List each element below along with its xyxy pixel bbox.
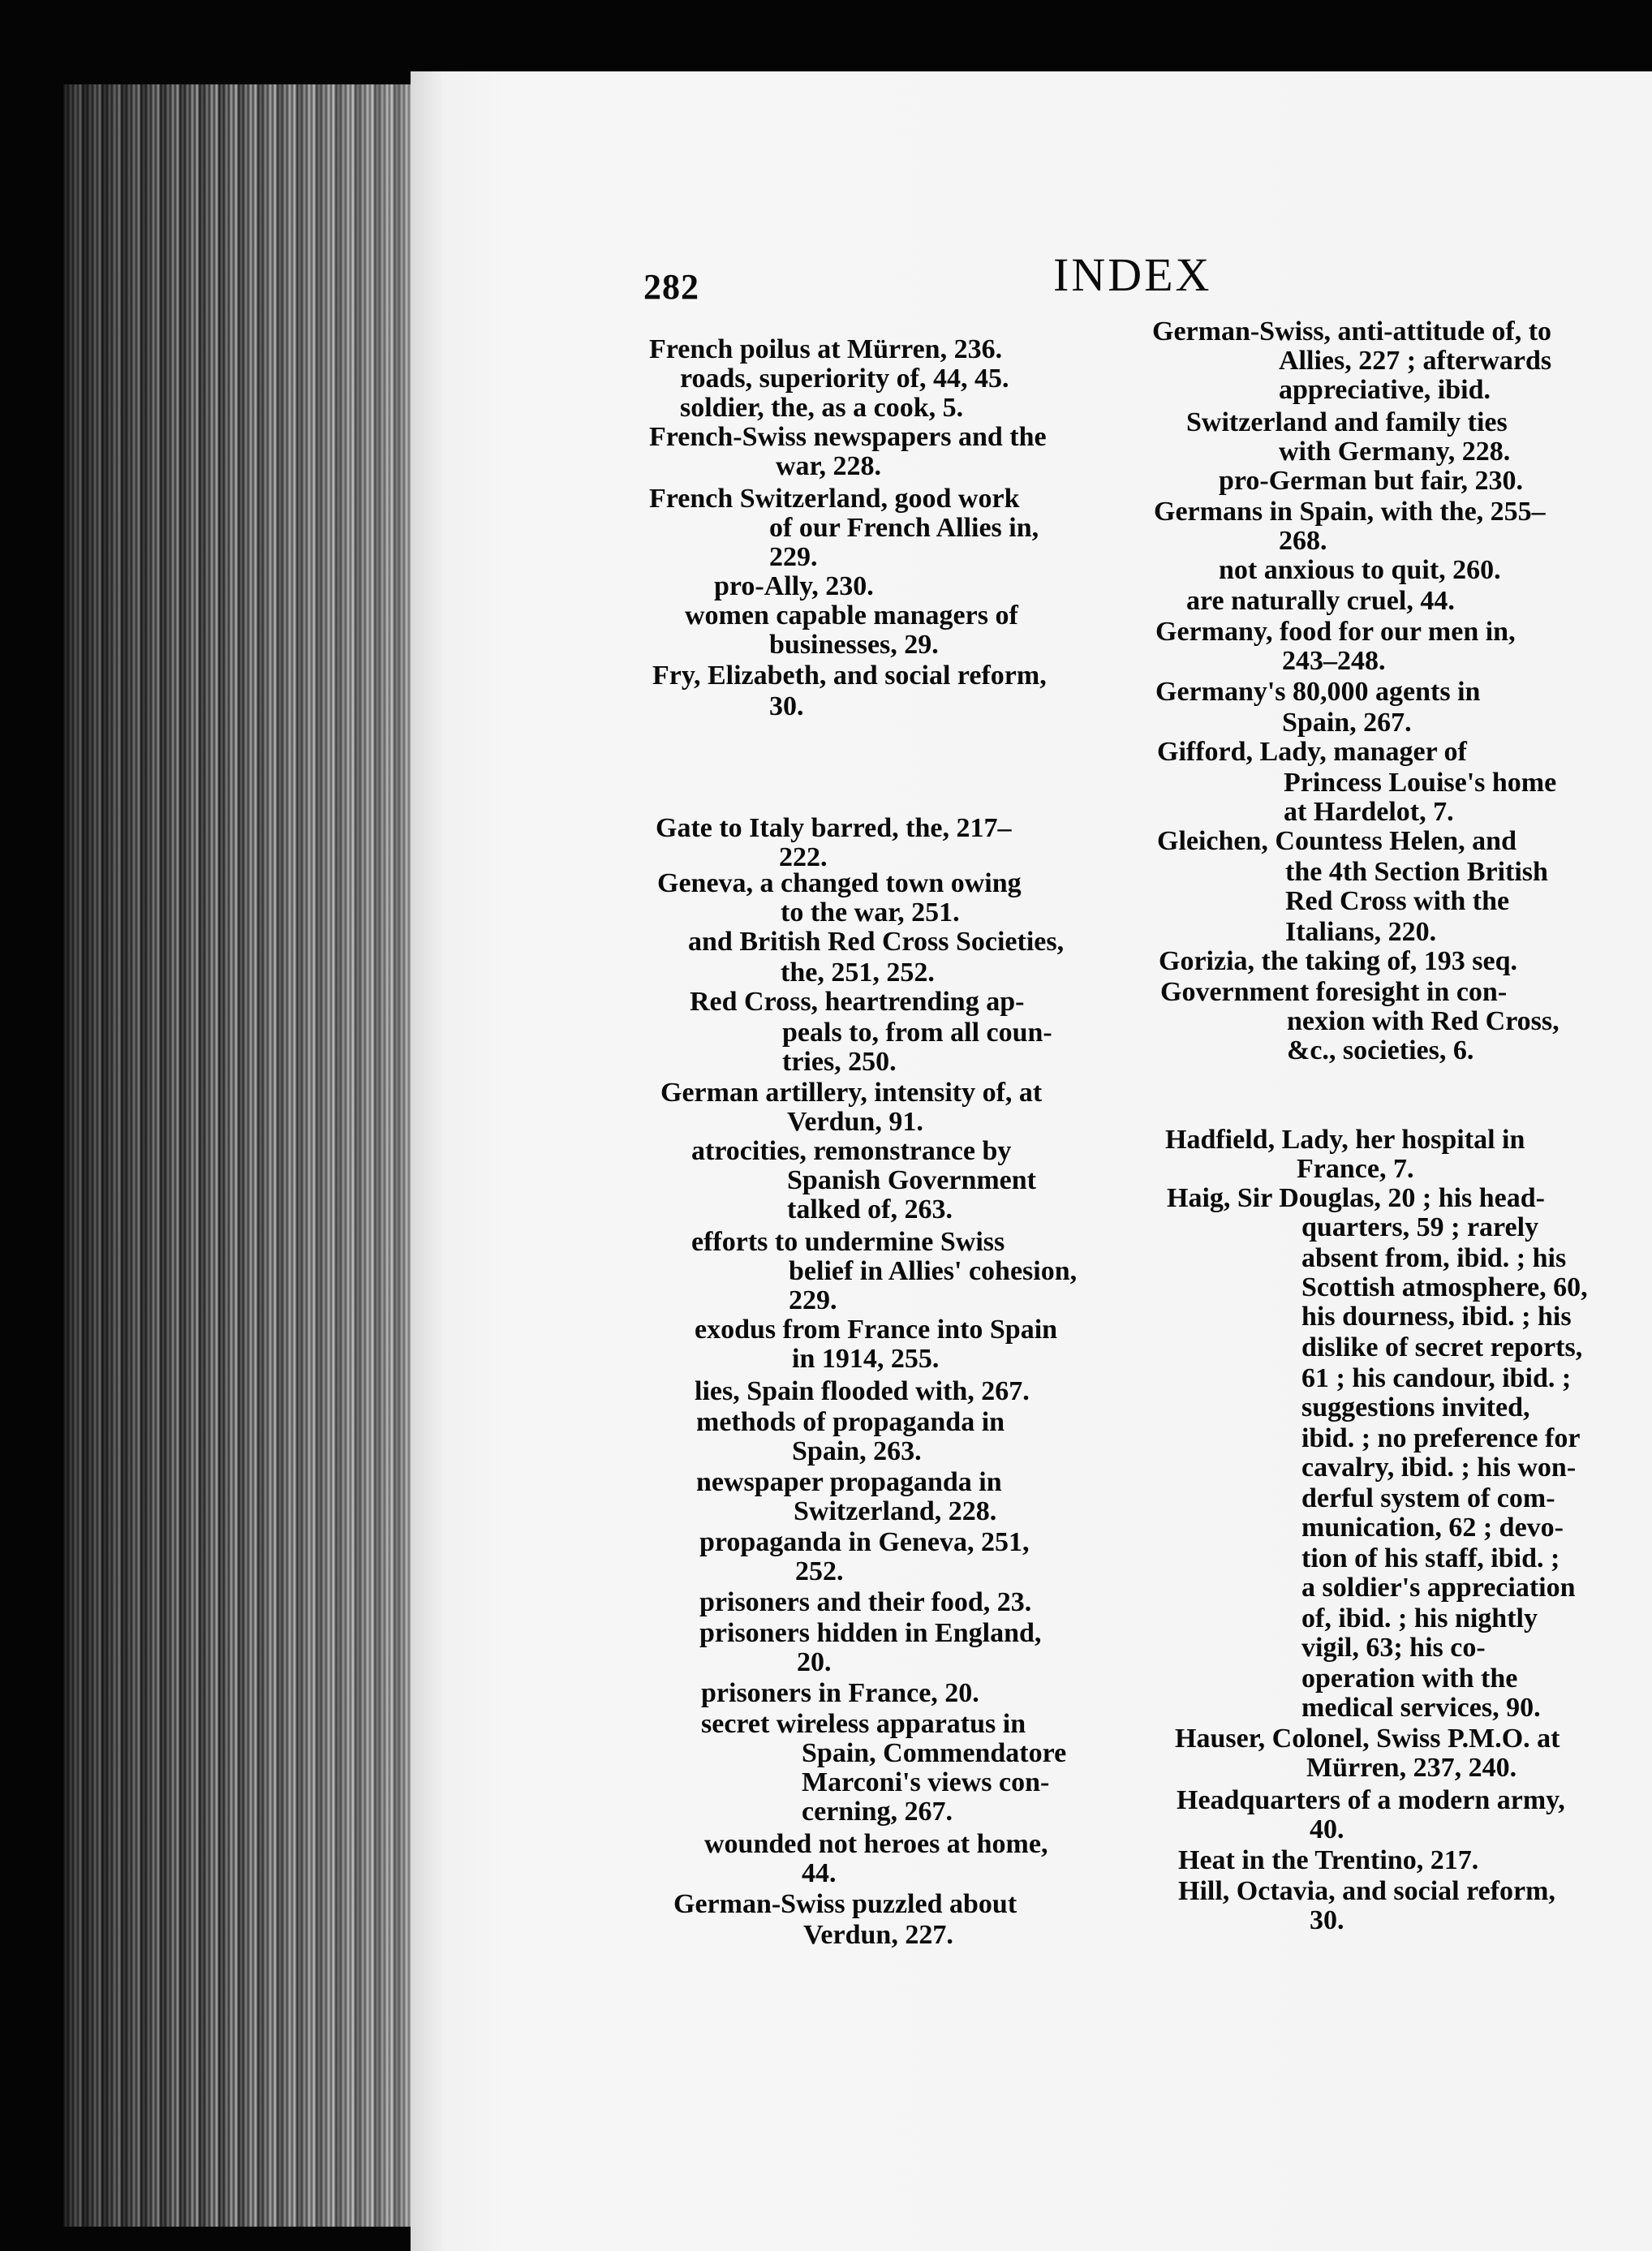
index-line: Spain, 267.	[1282, 708, 1412, 738]
index-line: Gorizia, the taking of, 193 seq.	[1159, 946, 1517, 976]
index-line: 40.	[1310, 1814, 1344, 1844]
index-line: medical services, 90.	[1301, 1693, 1541, 1723]
index-line: 229.	[769, 542, 818, 572]
index-line: not anxious to quit, 260.	[1219, 555, 1501, 585]
index-line: appreciative, ibid.	[1279, 375, 1491, 405]
index-line: pro-German but fair, 230.	[1219, 466, 1523, 496]
index-line: Hadfield, Lady, her hospital in	[1165, 1125, 1525, 1155]
index-line: of our French Allies in,	[769, 513, 1039, 543]
index-line: operation with the	[1301, 1664, 1518, 1694]
index-line: 30.	[769, 691, 804, 721]
index-line: German-Swiss, anti-attitude of, to	[1152, 316, 1552, 346]
page-number: 282	[643, 267, 699, 307]
index-line: his dourness, ibid. ; his	[1301, 1302, 1572, 1332]
index-line: tion of his staff, ibid. ;	[1301, 1543, 1560, 1573]
index-line: Hauser, Colonel, Swiss P.M.O. at	[1175, 1724, 1560, 1754]
index-line: Spanish Government	[787, 1165, 1036, 1195]
index-line: derful system of com-	[1301, 1483, 1555, 1513]
index-line: 222.	[779, 842, 828, 872]
index-line: Verdun, 227.	[803, 1920, 953, 1950]
index-line: prisoners in France, 20.	[701, 1678, 979, 1708]
index-line: soldier, the, as a cook, 5.	[680, 393, 964, 423]
index-line: German artillery, intensity of, at	[660, 1078, 1043, 1108]
index-line: Hill, Octavia, and social reform,	[1178, 1876, 1555, 1906]
index-line: quarters, 59 ; rarely	[1301, 1212, 1539, 1242]
index-line: efforts to undermine Swiss	[691, 1227, 1005, 1257]
index-line: Headquarters of a modern army,	[1177, 1785, 1565, 1815]
index-line: cerning, 267.	[802, 1797, 953, 1827]
index-line: cavalry, ibid. ; his won-	[1301, 1453, 1577, 1483]
index-line: talked of, 263.	[787, 1194, 953, 1224]
index-line: belief in Allies' cohesion,	[789, 1256, 1078, 1286]
index-line: businesses, 29.	[769, 630, 939, 660]
index-line: Princess Louise's home	[1284, 768, 1557, 798]
index-line: vigil, 63; his co-	[1301, 1633, 1486, 1663]
index-line: Germans in Spain, with the, 255–	[1154, 497, 1546, 527]
index-line: Verdun, 91.	[787, 1107, 923, 1137]
index-line: Fry, Elizabeth, and social reform,	[652, 661, 1047, 691]
index-line: newspaper propaganda in	[696, 1467, 1002, 1497]
index-line: Scottish atmosphere, 60,	[1301, 1272, 1588, 1302]
index-line: nexion with Red Cross,	[1287, 1006, 1560, 1036]
index-line: women capable managers of	[685, 600, 1018, 631]
index-line: lies, Spain flooded with, 267.	[695, 1376, 1030, 1406]
index-line: a soldier's appreciation	[1301, 1573, 1576, 1603]
index-line: absent from, ibid. ; his	[1301, 1243, 1567, 1273]
index-line: roads, superiority of, 44, 45.	[680, 364, 1009, 394]
index-line: Marconi's views con-	[802, 1767, 1050, 1797]
index-line: 61 ; his candour, ibid. ;	[1301, 1363, 1572, 1393]
index-line: suggestions invited,	[1301, 1392, 1530, 1422]
index-line: Italians, 220.	[1285, 917, 1437, 947]
running-head: INDEX	[1053, 248, 1212, 301]
index-line: propaganda in Geneva, 251,	[699, 1527, 1030, 1557]
index-line: Germany, food for our men in,	[1155, 617, 1516, 647]
book-page-edges	[63, 84, 414, 2227]
index-line: 30.	[1310, 1905, 1344, 1935]
index-line: Spain, Commendatore	[802, 1738, 1067, 1768]
page-header	[0, 239, 1652, 307]
index-line: munication, 62 ; devo-	[1301, 1513, 1564, 1543]
index-line: dislike of secret reports,	[1301, 1332, 1583, 1362]
index-line: Switzerland and family ties	[1186, 407, 1508, 437]
index-line: 44.	[802, 1858, 837, 1888]
index-line: Allies, 227 ; afterwards	[1279, 346, 1552, 376]
index-line: tries, 250.	[782, 1047, 897, 1077]
index-line: Gifford, Lady, manager of	[1157, 737, 1467, 767]
index-line: methods of propaganda in	[696, 1407, 1005, 1437]
index-line: are naturally cruel, 44.	[1186, 586, 1455, 616]
index-line: German-Swiss puzzled about	[673, 1889, 1017, 1919]
index-line: prisoners hidden in England,	[699, 1618, 1042, 1648]
index-line: Haig, Sir Douglas, 20 ; his head-	[1167, 1183, 1546, 1213]
index-line: the, 251, 252.	[781, 958, 935, 988]
index-line: Red Cross with the	[1285, 886, 1510, 916]
index-line: French Switzerland, good work	[649, 484, 1020, 514]
index-line: at Hardelot, 7.	[1284, 797, 1454, 827]
index-line: ibid. ; no preference for	[1301, 1423, 1581, 1453]
index-line: prisoners and their food, 23.	[699, 1587, 1032, 1617]
index-line: 229.	[789, 1285, 837, 1315]
index-line: with Germany, 228.	[1279, 437, 1511, 467]
index-line: wounded not heroes at home,	[704, 1829, 1048, 1859]
index-line: France, 7.	[1297, 1154, 1414, 1184]
index-line: Red Cross, heartrending ap-	[690, 987, 1025, 1017]
index-line: pro-Ally, 230.	[714, 571, 874, 601]
index-line: exodus from France into Spain	[695, 1315, 1058, 1345]
index-line: to the war, 251.	[781, 897, 960, 928]
index-line: Spain, 263.	[792, 1436, 922, 1466]
index-line: the 4th Section British	[1285, 857, 1548, 887]
index-line: of, ibid. ; his nightly	[1301, 1603, 1538, 1633]
index-line: 243–248.	[1282, 646, 1386, 676]
index-line: Gate to Italy barred, the, 217–	[656, 813, 1012, 843]
index-line: in 1914, 255.	[792, 1344, 940, 1374]
index-line: Geneva, a changed town owing	[657, 868, 1022, 898]
index-line: French-Swiss newspapers and the	[649, 422, 1047, 452]
index-line: Germany's 80,000 agents in	[1155, 677, 1481, 707]
index-line: French poilus at Mürren, 236.	[649, 334, 1003, 364]
index-line: atrocities, remonstrance by	[691, 1136, 1012, 1166]
index-line: secret wireless apparatus in	[701, 1709, 1026, 1739]
index-line: &c., societies, 6.	[1287, 1035, 1474, 1065]
index-line: Mürren, 237, 240.	[1306, 1753, 1517, 1783]
index-line: 20.	[797, 1647, 832, 1677]
index-line: 268.	[1279, 526, 1327, 556]
index-line: and British Red Cross Societies,	[688, 927, 1065, 957]
index-line: Government foresight in con-	[1160, 977, 1508, 1007]
index-line: war, 228.	[776, 451, 882, 481]
index-line: Switzerland, 228.	[794, 1496, 997, 1526]
index-line: Heat in the Trentino, 217.	[1178, 1845, 1479, 1875]
index-line: Gleichen, Countess Helen, and	[1157, 826, 1516, 856]
index-line: peals to, from all coun-	[782, 1018, 1052, 1048]
index-line: 252.	[795, 1556, 844, 1586]
